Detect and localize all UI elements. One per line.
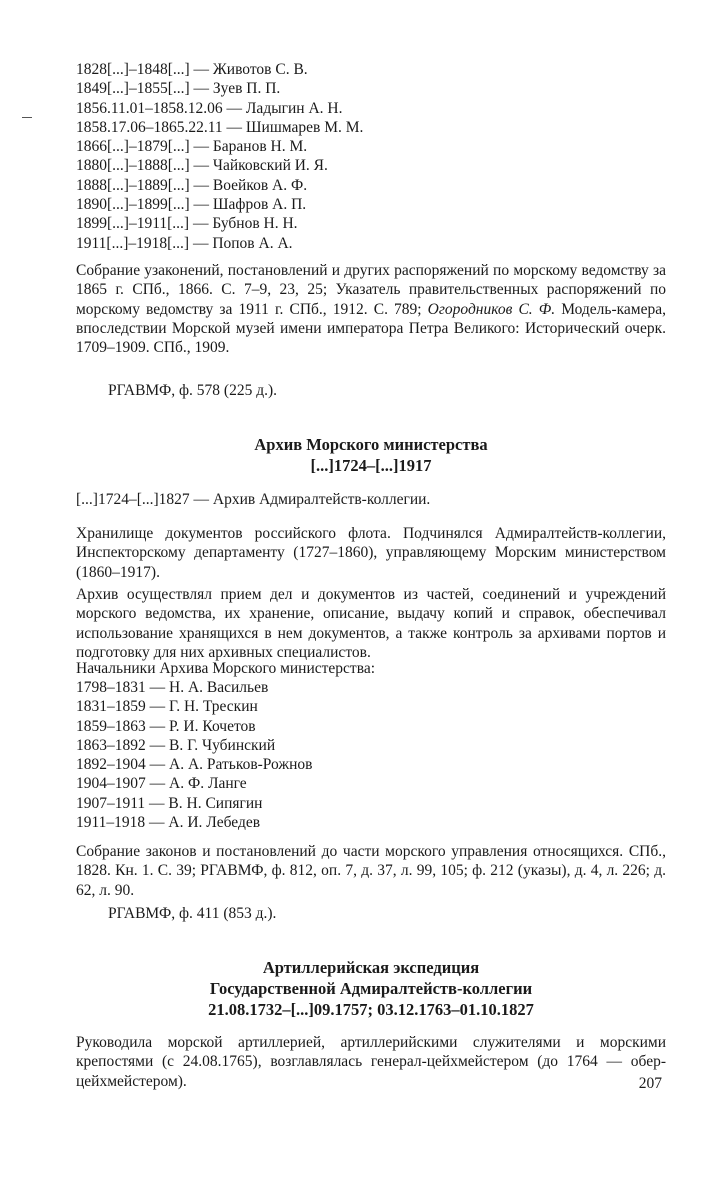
list-item: 1798–1831 — Н. А. Васильев — [76, 679, 269, 696]
sources-text: Собрание узаконений, постановлений и других распоряжений по морскому ведомству за 1865 г. СПб., 1866. С. 7–9, 23, 25; Указатель правительственных распоряжений по морскому ведомству за 1911 г. СПб., 1912. С. 789; — [76, 262, 666, 318]
list-item: 1831–1859 — Г. Н. Трескин — [76, 698, 258, 716]
margin-mark — [22, 117, 32, 118]
list-item: 1856.11.01–1858.12.06 — Ладыгин А. Н. — [76, 99, 343, 117]
description-paragraph-3: Руководила морской артиллерией, артиллерийскими служителями и морскими крепостями (с 24.08.1765), возглавлялась генерал-цейхмейстером (до 1764 — обер-цейхмейстером). — [76, 1034, 666, 1090]
description-paragraph: Хранилище документов российского флота. Подчинялся Адмиралтейств-коллегии, Инспекторскому департаменту (1727–1860), управляющему Морским министерством (1860–1917). — [76, 525, 666, 581]
list-item: 1863–1892 — В. Г. Чубинский — [76, 736, 276, 754]
list-item: 1880[...]–1888[...] — Чайковский И. Я. — [76, 157, 328, 175]
list-item: 1892–1904 — А. А. Ратьков-Рожнов — [76, 756, 313, 774]
list-item: 1890[...]–1899[...] — Шафров А. П. — [76, 196, 307, 214]
list-item: 1911[...]–1918[...] — Попов А. А. — [76, 234, 293, 252]
section-title-dates: [...]1724–[...]1917 — [310, 456, 432, 475]
list-item: 1859–1863 — Р. И. Кочетов — [76, 717, 256, 735]
list-item: 1904–1907 — А. Ф. Ланге — [76, 775, 247, 793]
sources-author: Огородников С. Ф. — [427, 300, 556, 318]
list-item: 1828[...]–1848[...] — Животов С. В. — [76, 61, 308, 78]
section-title — [76, 434, 666, 476]
predecessor-line: [...]1724–[...]1827 — Архив Адмиралтейств-коллегии. — [76, 491, 431, 508]
list-item: 1888[...]–1889[...] — Воейков А. Ф. — [76, 176, 308, 194]
list-item: 1907–1911 — В. Н. Сипягин — [76, 794, 263, 812]
officials-list — [76, 60, 363, 253]
list-item: 1849[...]–1855[...] — Зуев П. П. — [76, 80, 281, 98]
sources-paragraph-2: Собрание законов и постановлений до части морского управления относящихся. СПб., 1828. Кн. 1. С. 39; РГАВМФ, ф. 812, оп. 7, д. 37, л. 99, 105; ф. 212 (указы), д. 4, л. 226; д. 62, л. 90. — [76, 843, 666, 899]
sources-paragraph — [76, 261, 666, 357]
list-item: 1866[...]–1879[...] — Баранов Н. М. — [76, 138, 308, 156]
functions-paragraph: Архив осуществлял прием дел и документов из частей, соединений и учреждений морского ведомства, их хранение, описание, выдачу копий и справок, обеспечивал использование хранящихся в нем документов, а также контроль за архивами портов и подготовку для них архивных специалистов. — [76, 586, 666, 661]
section-title-dates: 21.08.1732–[...]09.1757; 03.12.1763–01.10.1827 — [208, 1000, 534, 1019]
archive-reference-2: РГАВМФ, ф. 411 (853 д.). — [108, 905, 277, 922]
section-title-line: Артиллерийская экспедиция — [262, 958, 480, 977]
page-number: 207 — [638, 1075, 662, 1092]
list-item: 1911–1918 — А. И. Лебедев — [76, 814, 261, 832]
archive-reference: РГАВМФ, ф. 578 (225 д.). — [108, 382, 278, 399]
section-title-line: Государственной Адмиралтейств-коллегии — [209, 979, 533, 998]
sources-text-cont: Модель-камера, впоследствии Морской музей имени императора Петра Великого: Исторический очерк. 1709–1909. СПб., 1909. — [76, 300, 666, 357]
section-title-3 — [76, 957, 666, 1020]
section-title-line: Архив Морского министерства — [254, 435, 488, 454]
list-item: 1899[...]–1911[...] — Бубнов Н. Н. — [76, 215, 298, 233]
list-item: 1858.17.06–1865.22.11 — Шишмарев М. М. — [76, 118, 364, 136]
heads-list — [76, 678, 312, 832]
heads-intro: Начальники Архива Морского министерства: — [76, 660, 376, 677]
